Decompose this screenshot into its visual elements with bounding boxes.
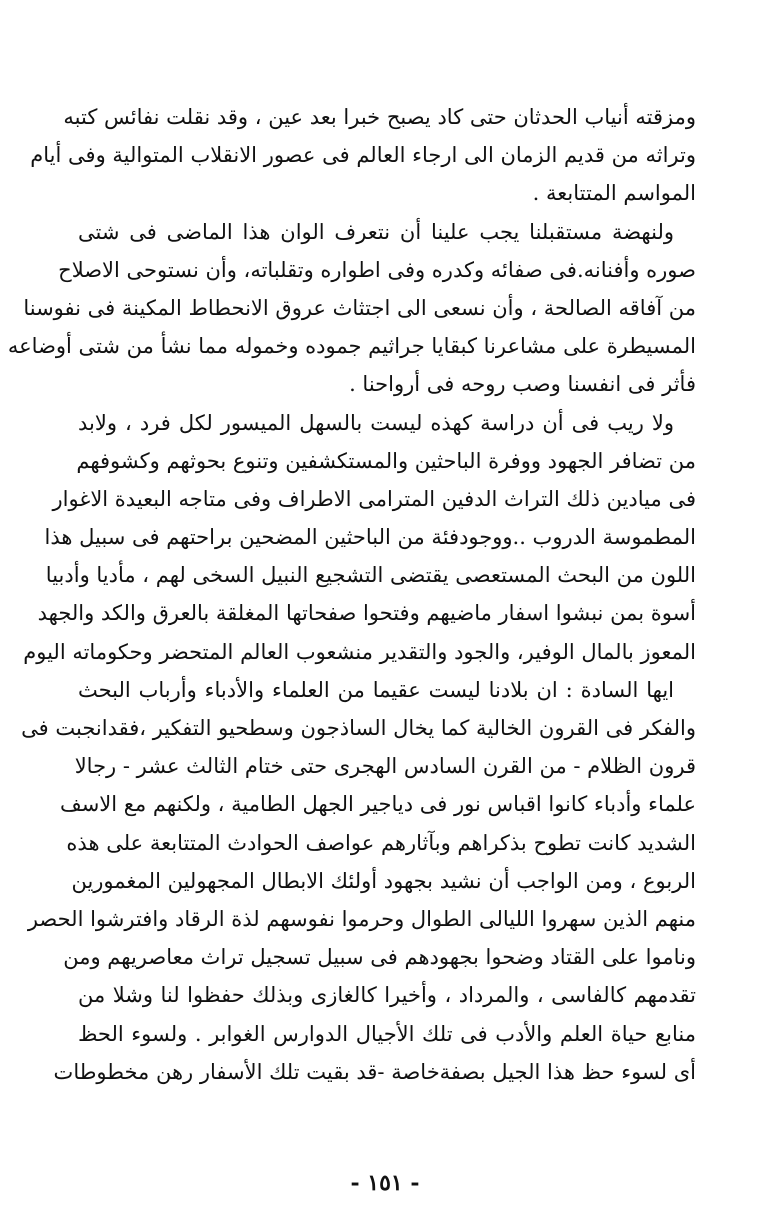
- text-line: أى لسوء حظ هذا الجيل بصفةخاصة -قد بقيت تلك الأسفار رهن مخطوطات: [53, 1059, 696, 1084]
- paragraph-1: [30, 98, 696, 213]
- paragraph-4: [21, 671, 696, 1091]
- text-line: فى ميادين ذلك التراث الدفين المترامى الاطراف وفى متاجه البعيدة الاغوار: [52, 486, 696, 511]
- text-line: الربوع ، ومن الواجب أن نشيد بجهود أولئك الابطال المجهولين المغمورين: [71, 868, 696, 893]
- text-line: قرون الظلام - من القرن السادس الهجرى حتى ختام الثالث عشر - رجالا: [74, 754, 696, 779]
- text-line: والفكر فى القرون الخالية كما يخال الساذجون وسطحيو التفكير ،فقدانجبت فى: [21, 716, 696, 740]
- text-line: اللون من البحث المستعصى يقتضى التشجيع النبيل السخى لهم ، مأديا وأدبيا: [45, 563, 696, 588]
- text-line: فأثر فى انفسنا وصب روحه فى أرواحنا .: [349, 372, 696, 397]
- text-line: من آفاقه الصالحة ، وأن نسعى الى اجتثاث عروق الانحطاط المكينة فى نفوسنا: [23, 295, 696, 320]
- text-line: وناموا على القتاد وضحوا بجهودهم فى سبيل تسجيل تراث معاصريهم ومن: [63, 945, 696, 970]
- text-line: المواسم المتتابعة .: [532, 181, 696, 206]
- text-line: ايها السادة : ان بلادنا ليست عقيما من العلماء والأدباء وأرباب البحث: [78, 677, 674, 702]
- text-line: من تضافر الجهود ووفرة الباحثين والمستكشفين وتنوع بحوثهم وكشوفهم: [76, 448, 696, 473]
- text-line: تقدمهم كالفاسى ، والمرداد ، وأخيرا كالغازى وبذلك حفظوا لنا وشلا من: [78, 983, 696, 1008]
- text-line: صوره وأفنانه.فى صفائه وكدره وفى اطواره وتقلباته، وأن نستوحى الاصلاح: [58, 257, 696, 282]
- text-line: علماء وأدباء كانوا اقباس نور فى دياجير الجهل الطامية ، ولكنهم مع الاسف: [59, 792, 696, 817]
- paragraph-3: [23, 404, 696, 671]
- text-line: الشديد كانت تطوح بذكراهم وبآثارهم عواصف الحوادث المتتابعة على هذه: [66, 830, 696, 855]
- text-line: المعوز بالمال الوفير، والجود والتقدير منشعوب العالم المتحضر وحكوماته اليوم: [23, 639, 696, 664]
- text-line: ولا ريب فى أن دراسة كهذه ليست بالسهل الميسور لكل فرد ، ولابد: [78, 410, 674, 435]
- text-line: ولنهضة مستقبلنا يجب علينا أن نتعرف الوان هذا الماضى فى شتى: [78, 219, 674, 244]
- page-body: [7, 98, 696, 1091]
- text-line: أسوة بمن نبشوا اسفار ماضيهم وفتحوا صفحاتها المغلقة بالعرق والكد والجهد: [37, 601, 696, 626]
- text-line: وتراثه من قديم الزمان الى ارجاء العالم فى عصور الانقلاب المتوالية وفى أيام: [30, 143, 696, 168]
- text-line: منهم الذين سهروا الليالى الطوال وحرموا نفوسهم لذة الرقاد وافترشوا الحصر: [27, 906, 696, 931]
- text-line: المطموسة الدروب ..ووجودفئة من الباحثين المضحين براحتهم فى سبيل هذا: [44, 525, 696, 550]
- text-line: ومزقته أنياب الحدثان حتى كاد يصبح خبرا بعد عين ، وقد نقلت نفائس كتبه: [63, 105, 696, 129]
- paragraph-2: [7, 213, 696, 404]
- page-number: - ١٥١ -: [350, 1170, 420, 1196]
- text-line: المسيطرة على مشاعرنا كبقايا جراثيم جموده وخموله مما نشأ من شتى أوضاعه: [7, 334, 696, 359]
- text-line: منابع حياة العلم والأدب فى تلك الأجيال الدوارس الغوابر . ولسوء الحظ: [78, 1021, 696, 1046]
